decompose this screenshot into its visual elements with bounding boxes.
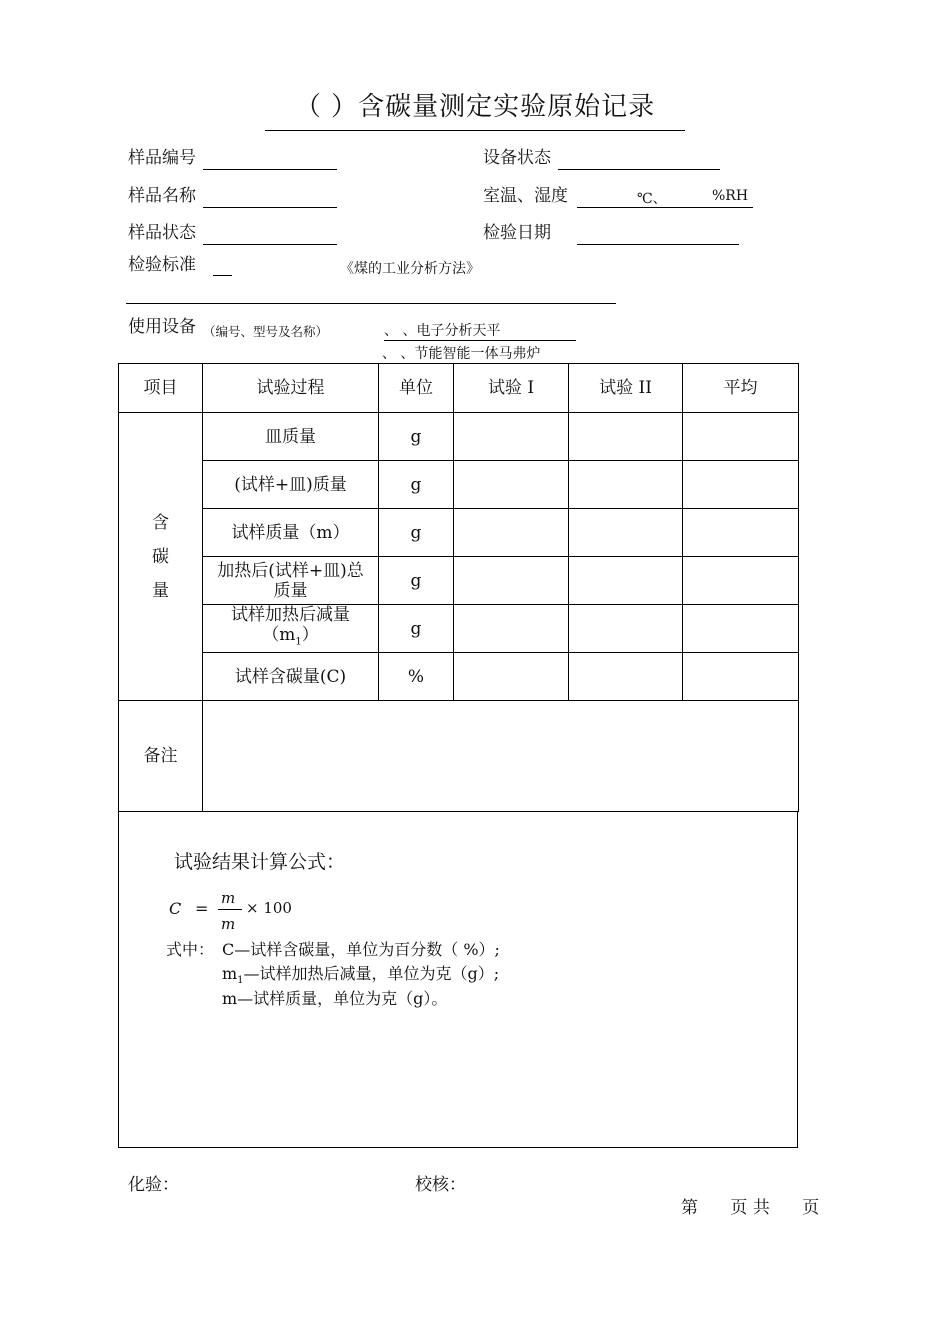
table-row — [119, 413, 799, 461]
formula-box — [118, 811, 798, 1148]
table-row — [119, 461, 799, 509]
value-cell[interactable] — [683, 509, 799, 557]
page-title: （ ）含碳量测定实验原始记录 — [265, 88, 685, 131]
sample-name-label: 样品名称 — [128, 186, 196, 206]
equipment-label: 使用设备 — [128, 317, 196, 337]
group-label — [119, 413, 203, 701]
value-cell[interactable] — [569, 461, 683, 509]
header-item: 项目 — [119, 364, 203, 413]
formula-lhs: C — [169, 899, 182, 918]
unit-cell: g — [379, 605, 454, 653]
formula-times: × 100 — [246, 899, 292, 917]
sample-name-field[interactable] — [203, 187, 337, 208]
test-date-label: 检验日期 — [483, 223, 551, 243]
formula-def-m1: $m_1—$试样加热后减量，单位为克（g）; — [222, 964, 500, 987]
value-cell[interactable] — [454, 461, 569, 509]
unit-cell: g — [379, 557, 454, 605]
humidity-unit: %RH — [712, 188, 749, 204]
group-char: 含 — [152, 512, 169, 533]
remark-row — [119, 701, 799, 812]
formula-def-c: C—试样含碳量，单位为百分数（ %）; — [222, 940, 500, 959]
unit-cell: g — [379, 413, 454, 461]
table-row — [119, 509, 799, 557]
device-state-field[interactable] — [558, 149, 720, 170]
value-cell[interactable] — [569, 605, 683, 653]
value-cell[interactable] — [454, 653, 569, 701]
unit-cell: g — [379, 509, 454, 557]
unit-cell: % — [379, 653, 454, 701]
sample-no-label: 样品编号 — [128, 148, 196, 168]
table-row — [119, 605, 799, 653]
table-row — [119, 557, 799, 605]
value-cell[interactable] — [454, 557, 569, 605]
remark-label: 备注 — [119, 701, 203, 812]
value-cell[interactable] — [569, 557, 683, 605]
test-standard-value: 《煤的工业分析方法》 — [340, 261, 480, 277]
sample-state-field[interactable] — [203, 224, 337, 245]
formula-heading: 试验结果计算公式： — [174, 851, 346, 873]
remark-field[interactable] — [203, 701, 799, 812]
process-text: 加热后(试样+皿)总 — [217, 560, 364, 581]
value-cell[interactable] — [683, 461, 799, 509]
process-cell — [203, 605, 379, 653]
value-cell[interactable] — [683, 653, 799, 701]
process-cell: 皿质量 — [203, 413, 379, 461]
table-row — [119, 653, 799, 701]
chemist-label: 化验： — [128, 1175, 179, 1195]
standard-underline — [126, 303, 616, 304]
value-cell[interactable] — [683, 413, 799, 461]
value-cell[interactable] — [683, 557, 799, 605]
process-cell: 试样含碳量(C) — [203, 653, 379, 701]
temp-unit: ℃、 — [637, 191, 667, 207]
unit-cell: g — [379, 461, 454, 509]
process-cell: (试样+皿)质量 — [203, 461, 379, 509]
checker-label: 校核： — [415, 1175, 466, 1195]
group-char: 碳 — [152, 546, 169, 567]
process-text: $(m_1)$ — [262, 625, 319, 648]
formula-denominator: m — [221, 915, 236, 933]
value-cell[interactable] — [454, 413, 569, 461]
header-test-1: 试验 I — [454, 364, 569, 413]
group-char: 量 — [152, 580, 169, 601]
equipment-line-1: 、 、电子分析天平 — [384, 320, 576, 341]
header-average: 平均 — [683, 364, 799, 413]
process-text: 质量 — [273, 580, 308, 601]
equipment-hint: （编号、型号及名称） — [203, 324, 329, 339]
process-cell: 试样质量（m） — [203, 509, 379, 557]
formula-numerator: m — [221, 889, 236, 907]
fraction-bar — [218, 909, 242, 910]
page-number: 第 页 共 页 — [681, 1198, 820, 1218]
table-header-row — [119, 364, 799, 413]
value-cell[interactable] — [569, 653, 683, 701]
device-state-label: 设备状态 — [483, 148, 551, 168]
header-unit: 单位 — [379, 364, 454, 413]
equipment-line-2: 、 、节能智能一体马弗炉 — [346, 343, 622, 364]
sample-state-label: 样品状态 — [128, 223, 196, 243]
header-process: 试验过程 — [203, 364, 379, 413]
header-test-2: 试验 II — [569, 364, 683, 413]
record-table — [118, 363, 799, 812]
value-cell[interactable] — [569, 413, 683, 461]
test-standard-label: 检验标准 — [128, 255, 196, 275]
value-cell[interactable] — [683, 605, 799, 653]
room-temp-label: 室温、湿度 — [483, 186, 568, 206]
sample-no-field[interactable] — [203, 149, 337, 170]
process-text: 试样加热后减量 — [231, 605, 350, 625]
test-date-field[interactable] — [577, 224, 739, 245]
value-cell[interactable] — [569, 509, 683, 557]
value-cell[interactable] — [454, 509, 569, 557]
formula-eq: = — [195, 899, 209, 918]
formula-where: 式中： — [166, 940, 215, 959]
value-cell[interactable] — [454, 605, 569, 653]
process-cell — [203, 557, 379, 605]
test-standard-field[interactable] — [213, 255, 232, 276]
formula-def-m: m—试样质量，单位为克（g）。 — [222, 989, 448, 1008]
